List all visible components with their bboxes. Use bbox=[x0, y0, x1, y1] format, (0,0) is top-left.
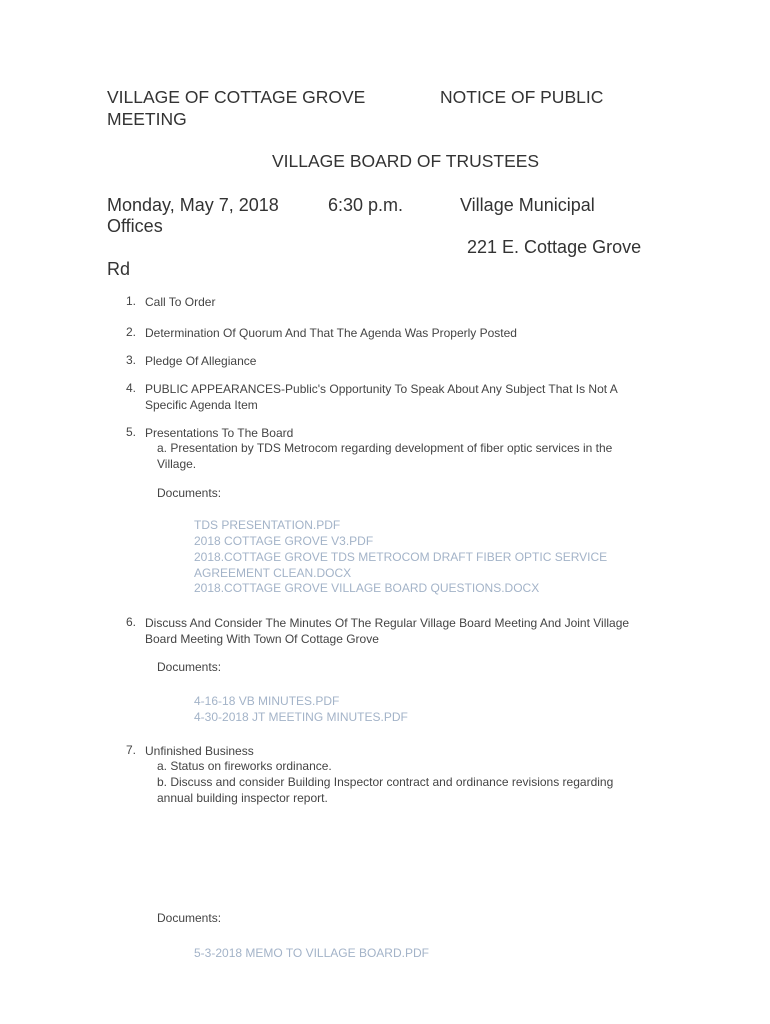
sub-item-building-inspector-cont: annual building inspector report. bbox=[157, 791, 328, 805]
agenda-number: 6. bbox=[125, 615, 136, 629]
document-link[interactable]: 4-30-2018 JT MEETING MINUTES.PDF bbox=[194, 710, 408, 724]
documents-label: Documents: bbox=[157, 911, 222, 925]
agenda-item-quorum: Determination Of Quorum And That The Agenda Was Properly Posted bbox=[145, 326, 517, 340]
sub-item-tds-presentation: a. Presentation by TDS Metrocom regarding development of fiber optic services in the bbox=[157, 441, 613, 455]
documents-label: Documents: bbox=[157, 486, 222, 500]
document-link[interactable]: AGREEMENT CLEAN.DOCX bbox=[194, 566, 352, 580]
agenda-number: 7. bbox=[125, 743, 136, 757]
meeting-address: 221 E. Cottage Grove bbox=[467, 237, 642, 257]
agenda-item-minutes-cont: Board Meeting With Town Of Cottage Grove bbox=[145, 632, 379, 646]
documents-label: Documents: bbox=[157, 660, 222, 674]
agenda-number: 4. bbox=[125, 381, 136, 395]
agenda-number: 5. bbox=[125, 425, 136, 439]
meeting-address-cont: Rd bbox=[107, 259, 131, 279]
sub-item-building-inspector: b. Discuss and consider Building Inspector contract and ordinance revisions regarding bbox=[157, 775, 614, 789]
meeting-location-cont: Offices bbox=[107, 216, 163, 236]
notice-title: NOTICE OF PUBLIC bbox=[440, 87, 604, 107]
meeting-time: 6:30 p.m. bbox=[328, 195, 404, 215]
agenda-item-unfinished-business: Unfinished Business bbox=[145, 744, 254, 758]
agenda-number: 1. bbox=[125, 294, 136, 308]
agenda-item-presentations: Presentations To The Board bbox=[145, 426, 294, 440]
agenda-item-call-to-order: Call To Order bbox=[145, 295, 216, 309]
document-link[interactable]: TDS PRESENTATION.PDF bbox=[194, 518, 341, 532]
board-title: VILLAGE BOARD OF TRUSTEES bbox=[272, 151, 540, 171]
agenda-item-public-appearances-cont: Specific Agenda Item bbox=[145, 398, 258, 412]
agenda-number: 3. bbox=[125, 353, 136, 367]
agenda-number: 2. bbox=[125, 325, 136, 339]
document-link[interactable]: 2018 COTTAGE GROVE V3.PDF bbox=[194, 534, 374, 548]
agenda-item-pledge: Pledge Of Allegiance bbox=[145, 354, 257, 368]
org-name: VILLAGE OF COTTAGE GROVE bbox=[107, 87, 366, 107]
notice-title-cont: MEETING bbox=[107, 109, 187, 129]
document-link[interactable]: 5-3-2018 MEMO TO VILLAGE BOARD.PDF bbox=[194, 946, 429, 960]
document-link[interactable]: 4-16-18 VB MINUTES.PDF bbox=[194, 694, 340, 708]
agenda-item-minutes: Discuss And Consider The Minutes Of The Regular Village Board Meeting And Joint Village bbox=[145, 616, 630, 630]
document-link[interactable]: 2018.COTTAGE GROVE TDS METROCOM DRAFT FIBER OPTIC SERVICE bbox=[194, 550, 608, 564]
meeting-location: Village Municipal bbox=[460, 195, 595, 215]
meeting-date: Monday, May 7, 2018 bbox=[107, 195, 279, 215]
document-link[interactable]: 2018.COTTAGE GROVE VILLAGE BOARD QUESTIONS.DOCX bbox=[194, 581, 540, 595]
sub-item-fireworks: a. Status on fireworks ordinance. bbox=[157, 759, 332, 773]
agenda-item-public-appearances: PUBLIC APPEARANCES-Public's Opportunity To Speak About Any Subject That Is Not A bbox=[145, 382, 618, 396]
sub-item-tds-presentation-cont: Village. bbox=[157, 457, 197, 471]
